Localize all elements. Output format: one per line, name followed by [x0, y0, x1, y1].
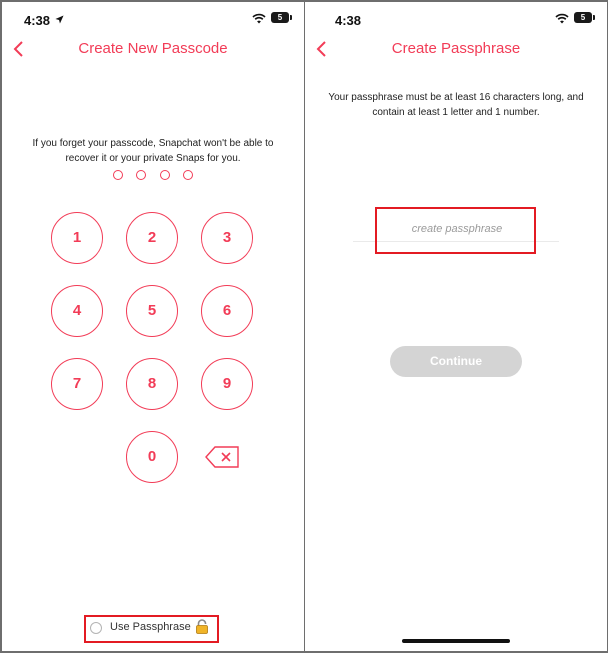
continue-button[interactable]: Continue: [390, 346, 522, 377]
passcode-info-text: If you forget your passcode, Snapchat won't be able to recover it or your private Snaps for you.: [32, 138, 274, 164]
wifi-icon: [252, 13, 266, 24]
key-7[interactable]: 7: [51, 358, 103, 410]
key-2[interactable]: 2: [126, 212, 178, 264]
key-1[interactable]: 1: [51, 212, 103, 264]
location-arrow-icon: [55, 15, 64, 24]
battery-icon: 5: [574, 12, 592, 23]
status-bar: [2, 2, 304, 38]
passcode-screen: [2, 2, 304, 651]
battery-icon: 5: [271, 12, 289, 23]
passcode-dot: [160, 170, 170, 180]
passphrase-input-highlight-box: [375, 207, 536, 254]
passphrase-screen: [305, 2, 607, 651]
use-passphrase-label: Use Passphrase: [110, 621, 191, 633]
key-5[interactable]: 5: [126, 285, 178, 337]
status-time: 4:38: [335, 13, 362, 28]
passcode-dot: [136, 170, 146, 180]
passphrase-highlight-box: [84, 615, 219, 643]
passphrase-info-text: Your passphrase must be at least 16 characters long, and contain at least 1 letter and 1 number.: [328, 92, 584, 118]
key-0[interactable]: 0: [126, 431, 178, 483]
key-8[interactable]: 8: [126, 358, 178, 410]
wifi-icon: [555, 13, 569, 24]
key-6[interactable]: 6: [201, 285, 253, 337]
backspace-icon[interactable]: [205, 445, 239, 469]
page-title: Create New Passcode: [78, 40, 228, 57]
page-title: Create Passphrase: [391, 40, 521, 57]
status-time: 4:38: [24, 13, 51, 28]
passcode-dots: [2, 170, 304, 182]
key-3[interactable]: 3: [201, 212, 253, 264]
key-9[interactable]: 9: [201, 358, 253, 410]
home-indicator[interactable]: [402, 639, 510, 643]
status-bar: [305, 2, 607, 38]
passcode-dot: [113, 170, 123, 180]
key-4[interactable]: 4: [51, 285, 103, 337]
passcode-dot: [183, 170, 193, 180]
